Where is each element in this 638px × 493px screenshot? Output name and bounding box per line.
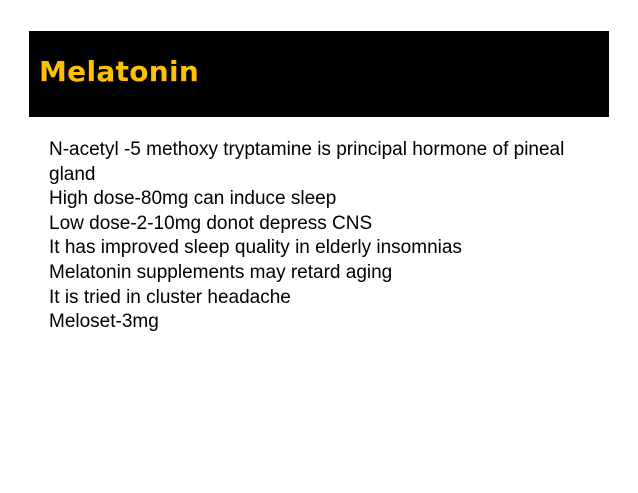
- title-bar: [29, 31, 609, 117]
- body-line: It has improved sleep quality in elderly insomnias: [49, 237, 462, 259]
- body-line: N-acetyl -5 methoxy tryptamine is principal hormone of pineal gland: [49, 139, 565, 185]
- slide-body: [49, 138, 589, 335]
- body-line: It is tried in cluster headache: [49, 286, 291, 308]
- body-line: High dose-80mg can induce sleep: [49, 188, 337, 210]
- slide-title: Melatonin: [39, 55, 200, 88]
- body-line: Melatonin supplements may retard aging: [49, 261, 393, 283]
- body-line: Low dose-2-10mg donot depress CNS: [49, 212, 373, 234]
- body-line: Meloset-3mg: [49, 311, 159, 333]
